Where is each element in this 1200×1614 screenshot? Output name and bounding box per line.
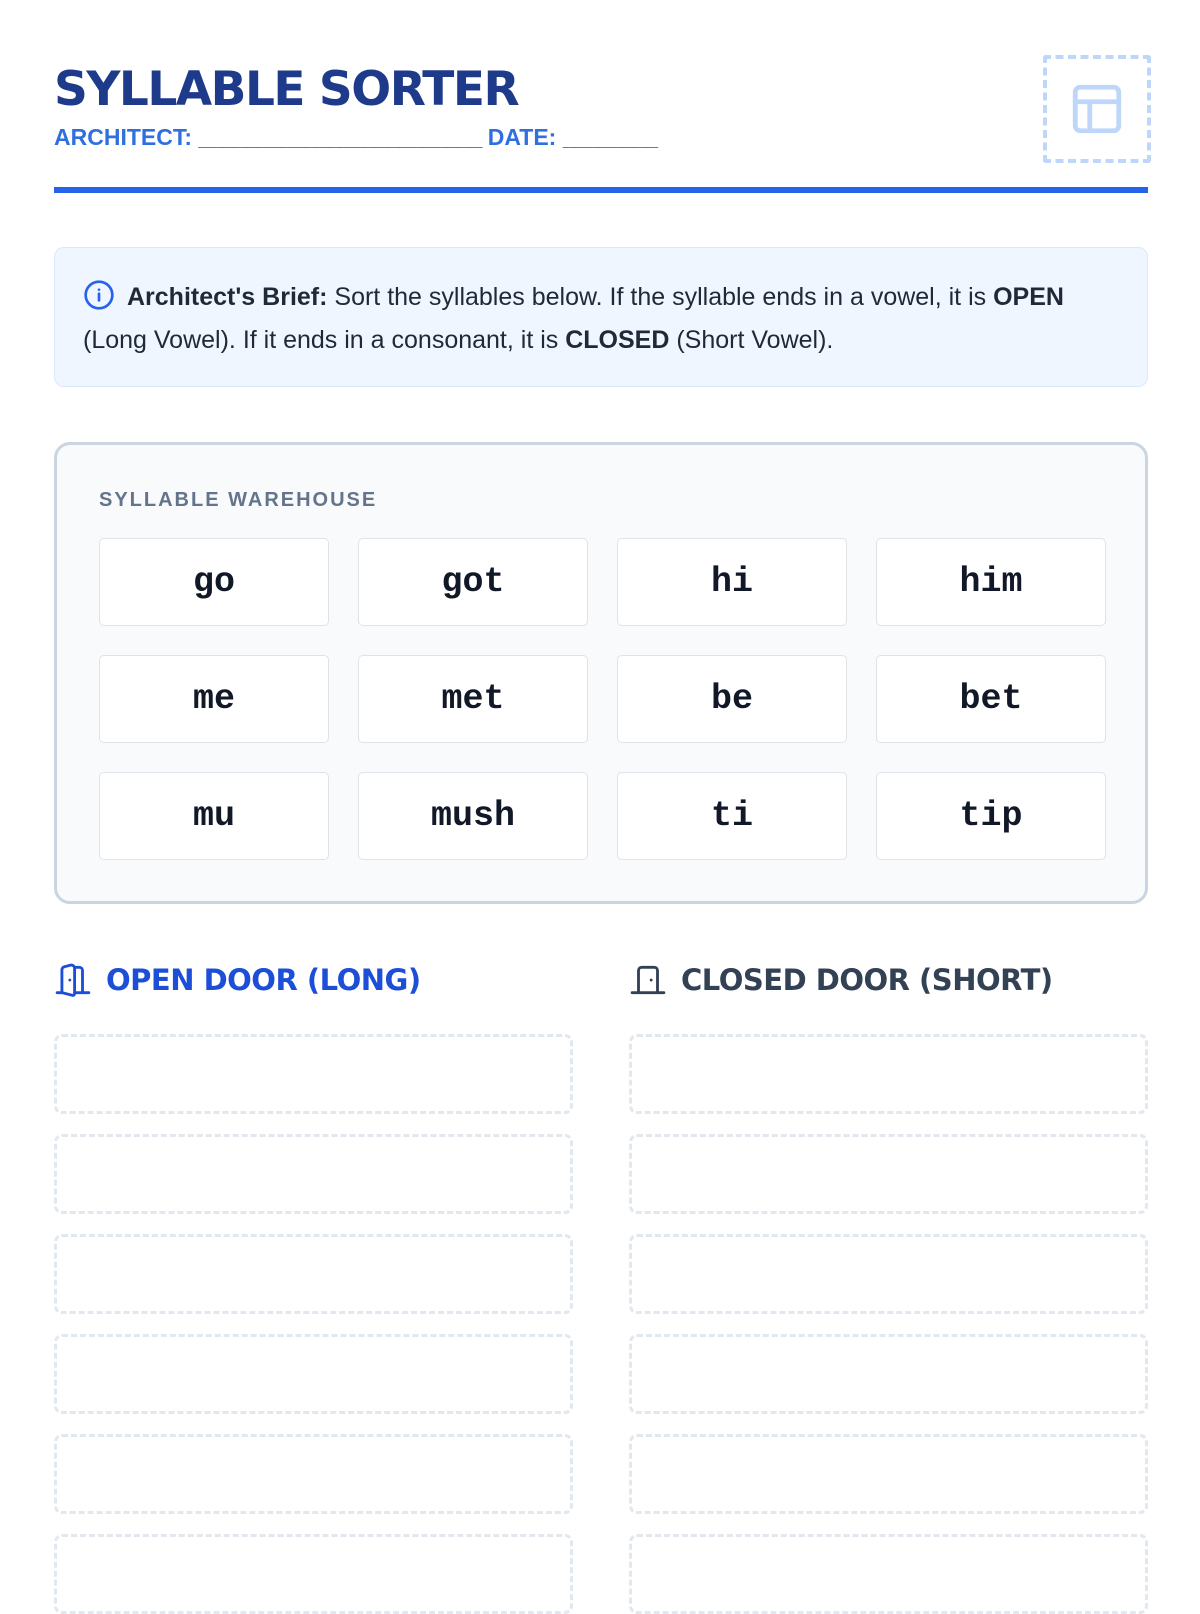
syllable-tile[interactable]: him xyxy=(876,538,1106,626)
brief-text-1: Sort the syllables below. If the syllable ends in a vowel, it is xyxy=(327,283,994,311)
open-answer-slot[interactable] xyxy=(54,1334,573,1414)
info-icon xyxy=(83,279,115,311)
open-answer-slot[interactable] xyxy=(54,1434,573,1514)
open-door-title: OPEN DOOR (LONG) xyxy=(106,963,421,997)
syllable-tile[interactable]: bet xyxy=(876,655,1106,743)
closed-answer-slot[interactable] xyxy=(629,1334,1148,1414)
syllable-tile[interactable]: mu xyxy=(99,772,329,860)
page-title: SYLLABLE SORTER xyxy=(54,62,519,117)
syllable-tile[interactable]: met xyxy=(358,655,588,743)
door-open-icon xyxy=(54,961,92,999)
date-label: DATE: xyxy=(487,124,557,150)
closed-answer-slot[interactable] xyxy=(629,1434,1148,1514)
warehouse-label: SYLLABLE WAREHOUSE xyxy=(99,489,378,511)
open-answer-slot[interactable] xyxy=(54,1534,573,1614)
architect-blank[interactable]: ________________________ xyxy=(198,124,482,150)
closed-answer-slot[interactable] xyxy=(629,1234,1148,1314)
architect-label: ARCHITECT: xyxy=(54,124,192,150)
brief-text-2: (Long Vowel). If it ends in a consonant, it is xyxy=(83,326,566,354)
architect-brief xyxy=(54,247,1148,387)
brief-label: Architect's Brief: xyxy=(127,283,328,311)
syllable-warehouse xyxy=(54,442,1148,904)
layout-icon xyxy=(1068,80,1126,138)
closed-answer-slot[interactable] xyxy=(629,1134,1148,1214)
door-closed-icon xyxy=(629,961,667,999)
closed-door-title: CLOSED DOOR (SHORT) xyxy=(681,963,1053,997)
syllable-tile[interactable]: ti xyxy=(617,772,847,860)
syllable-tile[interactable]: be xyxy=(617,655,847,743)
syllable-tile[interactable]: hi xyxy=(617,538,847,626)
brief-text-3: (Short Vowel). xyxy=(669,326,834,354)
header-divider xyxy=(54,187,1148,193)
open-answer-slot[interactable] xyxy=(54,1034,573,1114)
brief-open-word: OPEN xyxy=(993,283,1064,311)
meta-line xyxy=(54,123,657,151)
syllable-tile[interactable]: mush xyxy=(358,772,588,860)
logo-placeholder xyxy=(1043,55,1151,163)
syllable-tile[interactable]: go xyxy=(99,538,329,626)
closed-answer-slot[interactable] xyxy=(629,1034,1148,1114)
date-blank[interactable]: ________ xyxy=(562,124,658,150)
syllable-tile[interactable]: tip xyxy=(876,772,1106,860)
syllable-tile[interactable]: me xyxy=(99,655,329,743)
brief-closed-word: CLOSED xyxy=(565,326,670,354)
syllable-tile[interactable]: got xyxy=(358,538,588,626)
worksheet-page xyxy=(54,0,1148,1600)
open-answer-slot[interactable] xyxy=(54,1234,573,1314)
open-door-heading xyxy=(54,960,421,1000)
closed-answer-slot[interactable] xyxy=(629,1534,1148,1614)
open-answer-slot[interactable] xyxy=(54,1134,573,1214)
closed-door-heading xyxy=(629,960,1053,1000)
worksheet-header xyxy=(54,0,1148,193)
